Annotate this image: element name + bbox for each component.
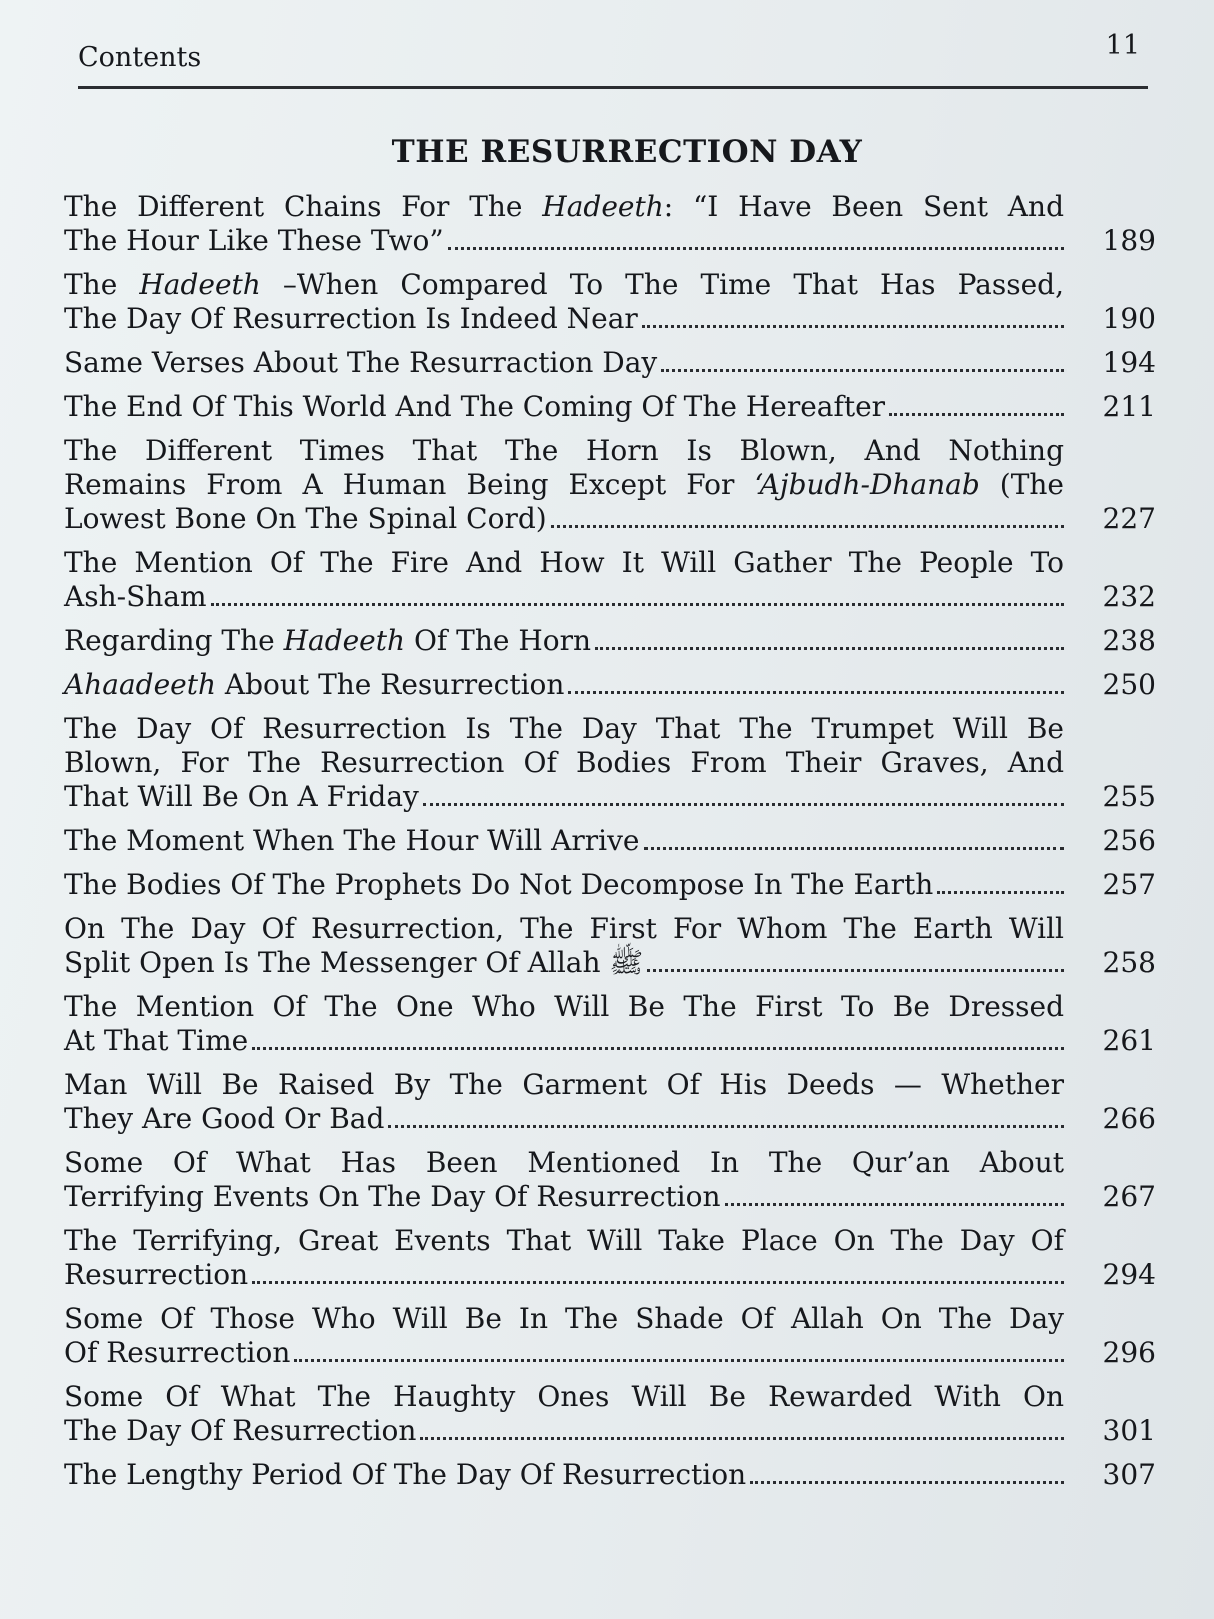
running-head-title: Contents [78,42,202,73]
toc-entry-title [64,1068,1064,1136]
toc-page-number: 227 [1102,502,1156,535]
toc-entry-line: They Are Good Or Bad [64,1102,385,1135]
dot-leader [568,691,1064,694]
toc-entry-line: The Different Chains For The Hadeeth: “I Have Been Sent And [64,190,1064,223]
toc-entry [64,912,1156,980]
toc-entry-title [64,868,1064,902]
toc-page-number: 266 [1102,1102,1156,1135]
toc-entry-line: That Will Be On A Friday [64,780,419,813]
dot-leader [420,1437,1064,1440]
toc-page-number: 256 [1102,824,1156,857]
dot-leader [642,325,1064,328]
toc-entry-line: Lowest Bone On The Spinal Cord) [64,502,547,535]
toc-entry [64,1458,1156,1492]
dot-leader [423,803,1064,806]
toc-entry-line: Ash-Sham [64,580,207,613]
toc-entry-title [64,346,1064,380]
dot-leader [750,1481,1064,1484]
toc-entry-line: On The Day Of Resurrection, The First For Whom The Earth Will [64,912,1064,945]
toc-entry [64,1146,1156,1214]
toc-entry-line: Regarding The Hadeeth Of The Horn [64,624,592,657]
toc-entry [64,1224,1156,1292]
toc-entry-title [64,434,1064,536]
toc-page-number: 267 [1102,1180,1156,1213]
toc-entry-line: Some Of What The Haughty Ones Will Be Rewarded With On [64,1380,1064,1413]
toc-page-number: 194 [1102,346,1156,379]
toc-entry-line: The Day Of Resurrection Is The Day That The Trumpet Will Be [64,712,1064,745]
toc-entry-line: The Mention Of The One Who Will Be The First To Be Dressed [64,990,1064,1023]
toc-entry-line: The Different Times That The Horn Is Blown, And Nothing [64,434,1064,467]
toc-entry-line: Terrifying Events On The Day Of Resurrection [64,1180,721,1213]
toc-entry-title [64,990,1064,1058]
toc-page-number: 211 [1102,390,1156,423]
dot-leader [252,1281,1064,1284]
toc-page-number: 255 [1102,780,1156,813]
toc-entry-title [64,190,1064,258]
toc-entry-title [64,1146,1064,1214]
toc-entry-line: The End Of This World And The Coming Of The Hereafter [64,390,886,423]
dot-leader [595,647,1064,650]
toc-entry [64,990,1156,1058]
toc-entry [64,190,1156,258]
toc-entry [64,712,1156,814]
toc-entry-line: Split Open Is The Messenger Of Allah ﷺ [64,946,644,979]
toc-entry-line: The Terrifying, Great Events That Will Take Place On The Day Of [64,1224,1064,1257]
dot-leader [551,525,1064,528]
toc-page-number: 301 [1102,1414,1156,1447]
toc-page-number: 258 [1102,946,1156,979]
toc-entry-title [64,912,1064,980]
toc-entry-title [64,1458,1064,1492]
toc-entry-line: Remains From A Human Being Except For ‘Ajbudh-Dhanab (The [64,468,1064,501]
toc-entry-title [64,624,1064,658]
toc-entry-title [64,268,1064,336]
toc-entry [64,1380,1156,1448]
toc-entry-line: At That Time [64,1024,249,1057]
toc-entry [64,546,1156,614]
toc-entry-line: Of Resurrection [64,1336,291,1369]
toc-entry-line: Man Will Be Raised By The Garment Of His Deeds — Whether [64,1068,1064,1101]
dot-leader [211,603,1064,606]
toc-entry-line: The Hour Like These Two” [64,224,444,257]
toc-page-number: 189 [1102,224,1156,257]
toc-entry [64,624,1156,658]
toc-entry-title [64,390,1064,424]
toc-entry-line: The Bodies Of The Prophets Do Not Decompose In The Earth [64,868,934,901]
toc-entry [64,434,1156,536]
dot-leader [252,1047,1064,1050]
dot-leader [388,1125,1064,1128]
toc-entry-line: The Day Of Resurrection Is Indeed Near [64,302,638,335]
toc-entry [64,1302,1156,1370]
toc-entry-line: The Mention Of The Fire And How It Will Gather The People To [64,546,1064,579]
toc-entry [64,668,1156,702]
toc-entry [64,390,1156,424]
page-number: 11 [1105,30,1140,61]
toc-entry [64,1068,1156,1136]
toc-page-number: 190 [1102,302,1156,335]
dot-leader [644,847,1065,850]
toc-page-number: 232 [1102,580,1156,613]
toc-page-number: 238 [1102,624,1156,657]
toc-entry-line: Ahaadeeth About The Resurrection [64,668,565,701]
dot-leader [725,1203,1065,1206]
toc-entry-title [64,1224,1064,1292]
toc-page-number: 261 [1102,1024,1156,1057]
toc-entry-line: Some Of What Has Been Mentioned In The Qur’an About [64,1146,1064,1179]
dot-leader [294,1359,1064,1362]
toc-entry-title [64,546,1064,614]
toc-entry [64,824,1156,858]
toc-page-number: 296 [1102,1336,1156,1369]
table-of-contents [64,190,1156,1502]
toc-page-number: 257 [1102,868,1156,901]
toc-entry-line: The Hadeeth –When Compared To The Time That Has Passed, [64,268,1064,301]
toc-entry-line: Blown, For The Resurrection Of Bodies From Their Graves, And [64,746,1064,779]
toc-entry [64,268,1156,336]
toc-entry [64,868,1156,902]
toc-entry-title [64,824,1064,858]
toc-entry-line: The Day Of Resurrection [64,1414,417,1447]
toc-entry-line: Resurrection [64,1258,249,1291]
toc-entry-line: The Moment When The Hour Will Arrive [64,824,640,857]
toc-page-number: 294 [1102,1258,1156,1291]
section-title: THE RESURRECTION DAY [391,134,863,170]
toc-entry-title [64,1302,1064,1370]
toc-page-number: 250 [1102,668,1156,701]
dot-leader [448,247,1064,250]
dot-leader [661,369,1064,372]
toc-entry-line: Some Of Those Who Will Be In The Shade Of Allah On The Day [64,1302,1064,1335]
toc-page-number: 307 [1102,1458,1156,1491]
dot-leader [647,969,1064,972]
toc-entry [64,346,1156,380]
dot-leader [937,891,1064,894]
toc-entry-title [64,668,1064,702]
dot-leader [889,413,1064,416]
toc-entry-line: The Lengthy Period Of The Day Of Resurrection [64,1458,747,1491]
toc-entry-title [64,712,1064,814]
toc-entry-title [64,1380,1064,1448]
running-head [78,30,1148,89]
toc-entry-line: Same Verses About The Resurraction Day [64,346,658,379]
